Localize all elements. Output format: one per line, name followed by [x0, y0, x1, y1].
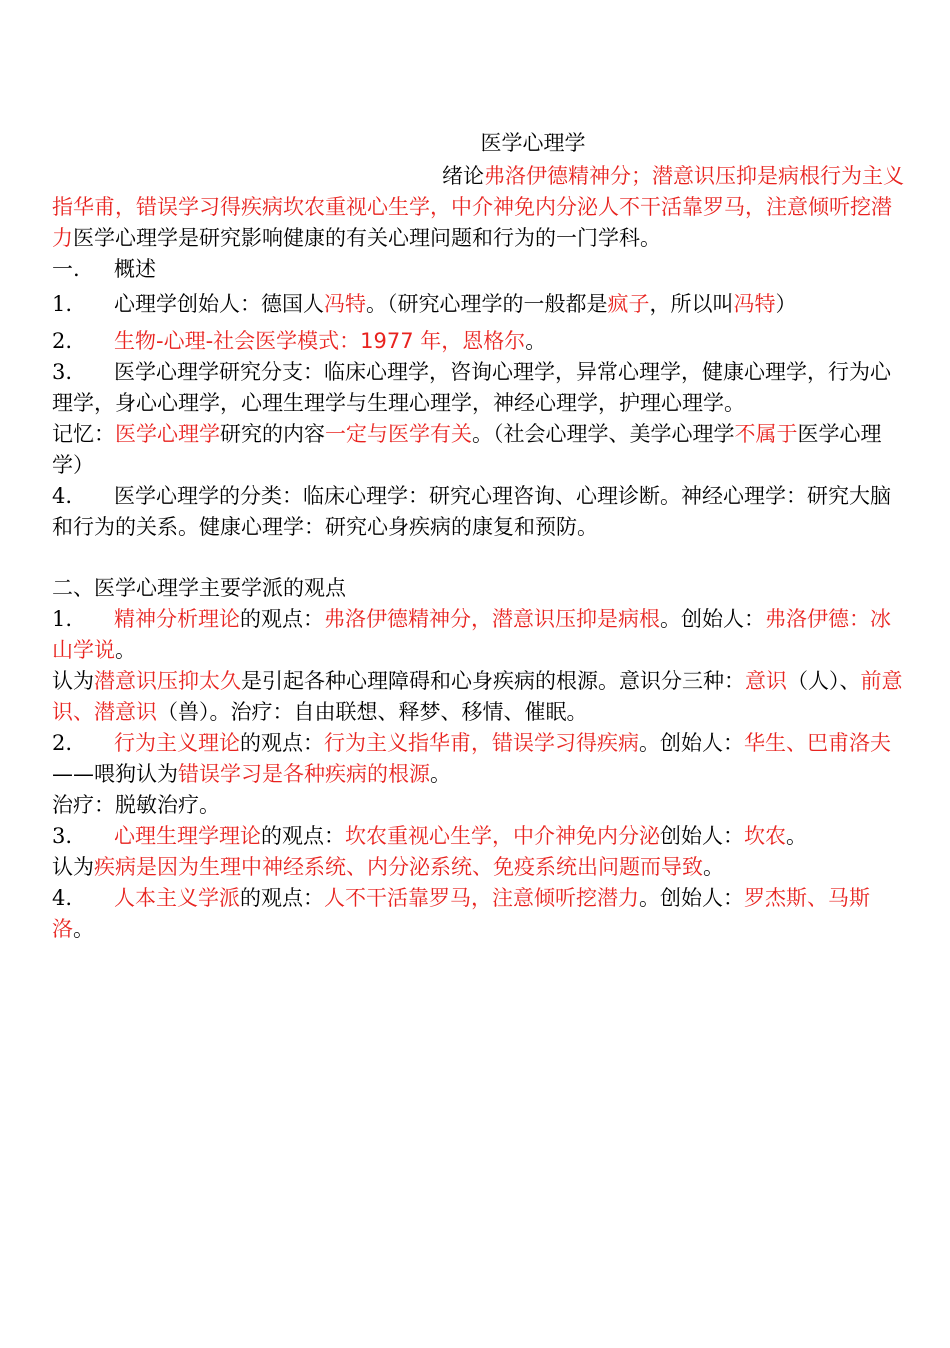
section2-point2-treatment: 治疗：脱敏治疗。: [52, 793, 220, 817]
section2-point2: 2. 行为主义理论的观点：行为主义指华甫，错误学习得疾病。创始人：华生、巴甫洛夫——喂狗认为错误学习是各种疾病的根源。: [52, 731, 891, 786]
section1-item1: 1. 心理学创始人：德国人冯特。（研究心理学的一般都是疯子，所以叫冯特）: [52, 292, 797, 316]
page-title: 医学心理学: [480, 131, 586, 155]
section2-point1: 1. 精神分析理论的观点：弗洛伊德精神分，潜意识压抑是病根。创始人：弗洛伊德：冰山学说。: [52, 607, 891, 662]
section1-item3: 3. 医学心理学研究分支：临床心理学，咨询心理学，异常心理学，健康心理学，行为心理学，身心心理学，心理生理学与生理心理学，神经心理学，护理心理学。: [52, 360, 891, 415]
intro-mnemonic: 弗洛伊德精神分；潜意识压抑是病根行为主义指华甫，错误学习得疾病坎农重视心生学，中介神免内分泌人不干活靠罗马，注意倾听挖潜力: [52, 164, 904, 250]
section2-point3-detail: 认为疾病是因为生理中神经系统、内分泌系统、免疫系统出问题而导致。: [52, 855, 724, 879]
section2-point1-detail: 认为潜意识压抑太久是引起各种心理障碍和心身疾病的根源。意识分三种：意识（人）、前意识、潜意识（兽）。治疗：自由联想、释梦、移情、催眠。: [52, 669, 903, 724]
section1-item2: 2. 生物-心理-社会医学模式：1977 年，恩格尔。: [52, 329, 547, 353]
section2-point3: 3. 心理生理学理论的观点：坎农重视心生学，中介神免内分泌创始人：坎农。: [52, 824, 807, 848]
section2-heading: 二、医学心理学主要学派的观点: [52, 576, 346, 600]
section1-memo: 记忆：医学心理学研究的内容一定与医学有关。（社会心理学、美学心理学不属于医学心理学）: [52, 422, 882, 477]
section1-number: 一.: [52, 257, 80, 281]
section2-point4: 4. 人本主义学派的观点：人不干活靠罗马，注意倾听挖潜力。创始人：罗杰斯、马斯洛。: [52, 886, 870, 941]
intro-paragraph: [52, 161, 904, 254]
intro-definition: 医学心理学是研究影响健康的有关心理问题和行为的一门学科。: [73, 226, 661, 250]
section1-heading: [52, 254, 904, 285]
document-body: [52, 128, 904, 945]
section1-title: 概述: [114, 257, 156, 281]
section1-item4: 4. 医学心理学的分类：临床心理学：研究心理咨询、心理诊断。神经心理学：研究大脑和行为的关系。健康心理学：研究心身疾病的康复和预防。: [52, 484, 891, 539]
intro-lead: 绪论: [442, 164, 484, 188]
spacer: [52, 543, 904, 573]
